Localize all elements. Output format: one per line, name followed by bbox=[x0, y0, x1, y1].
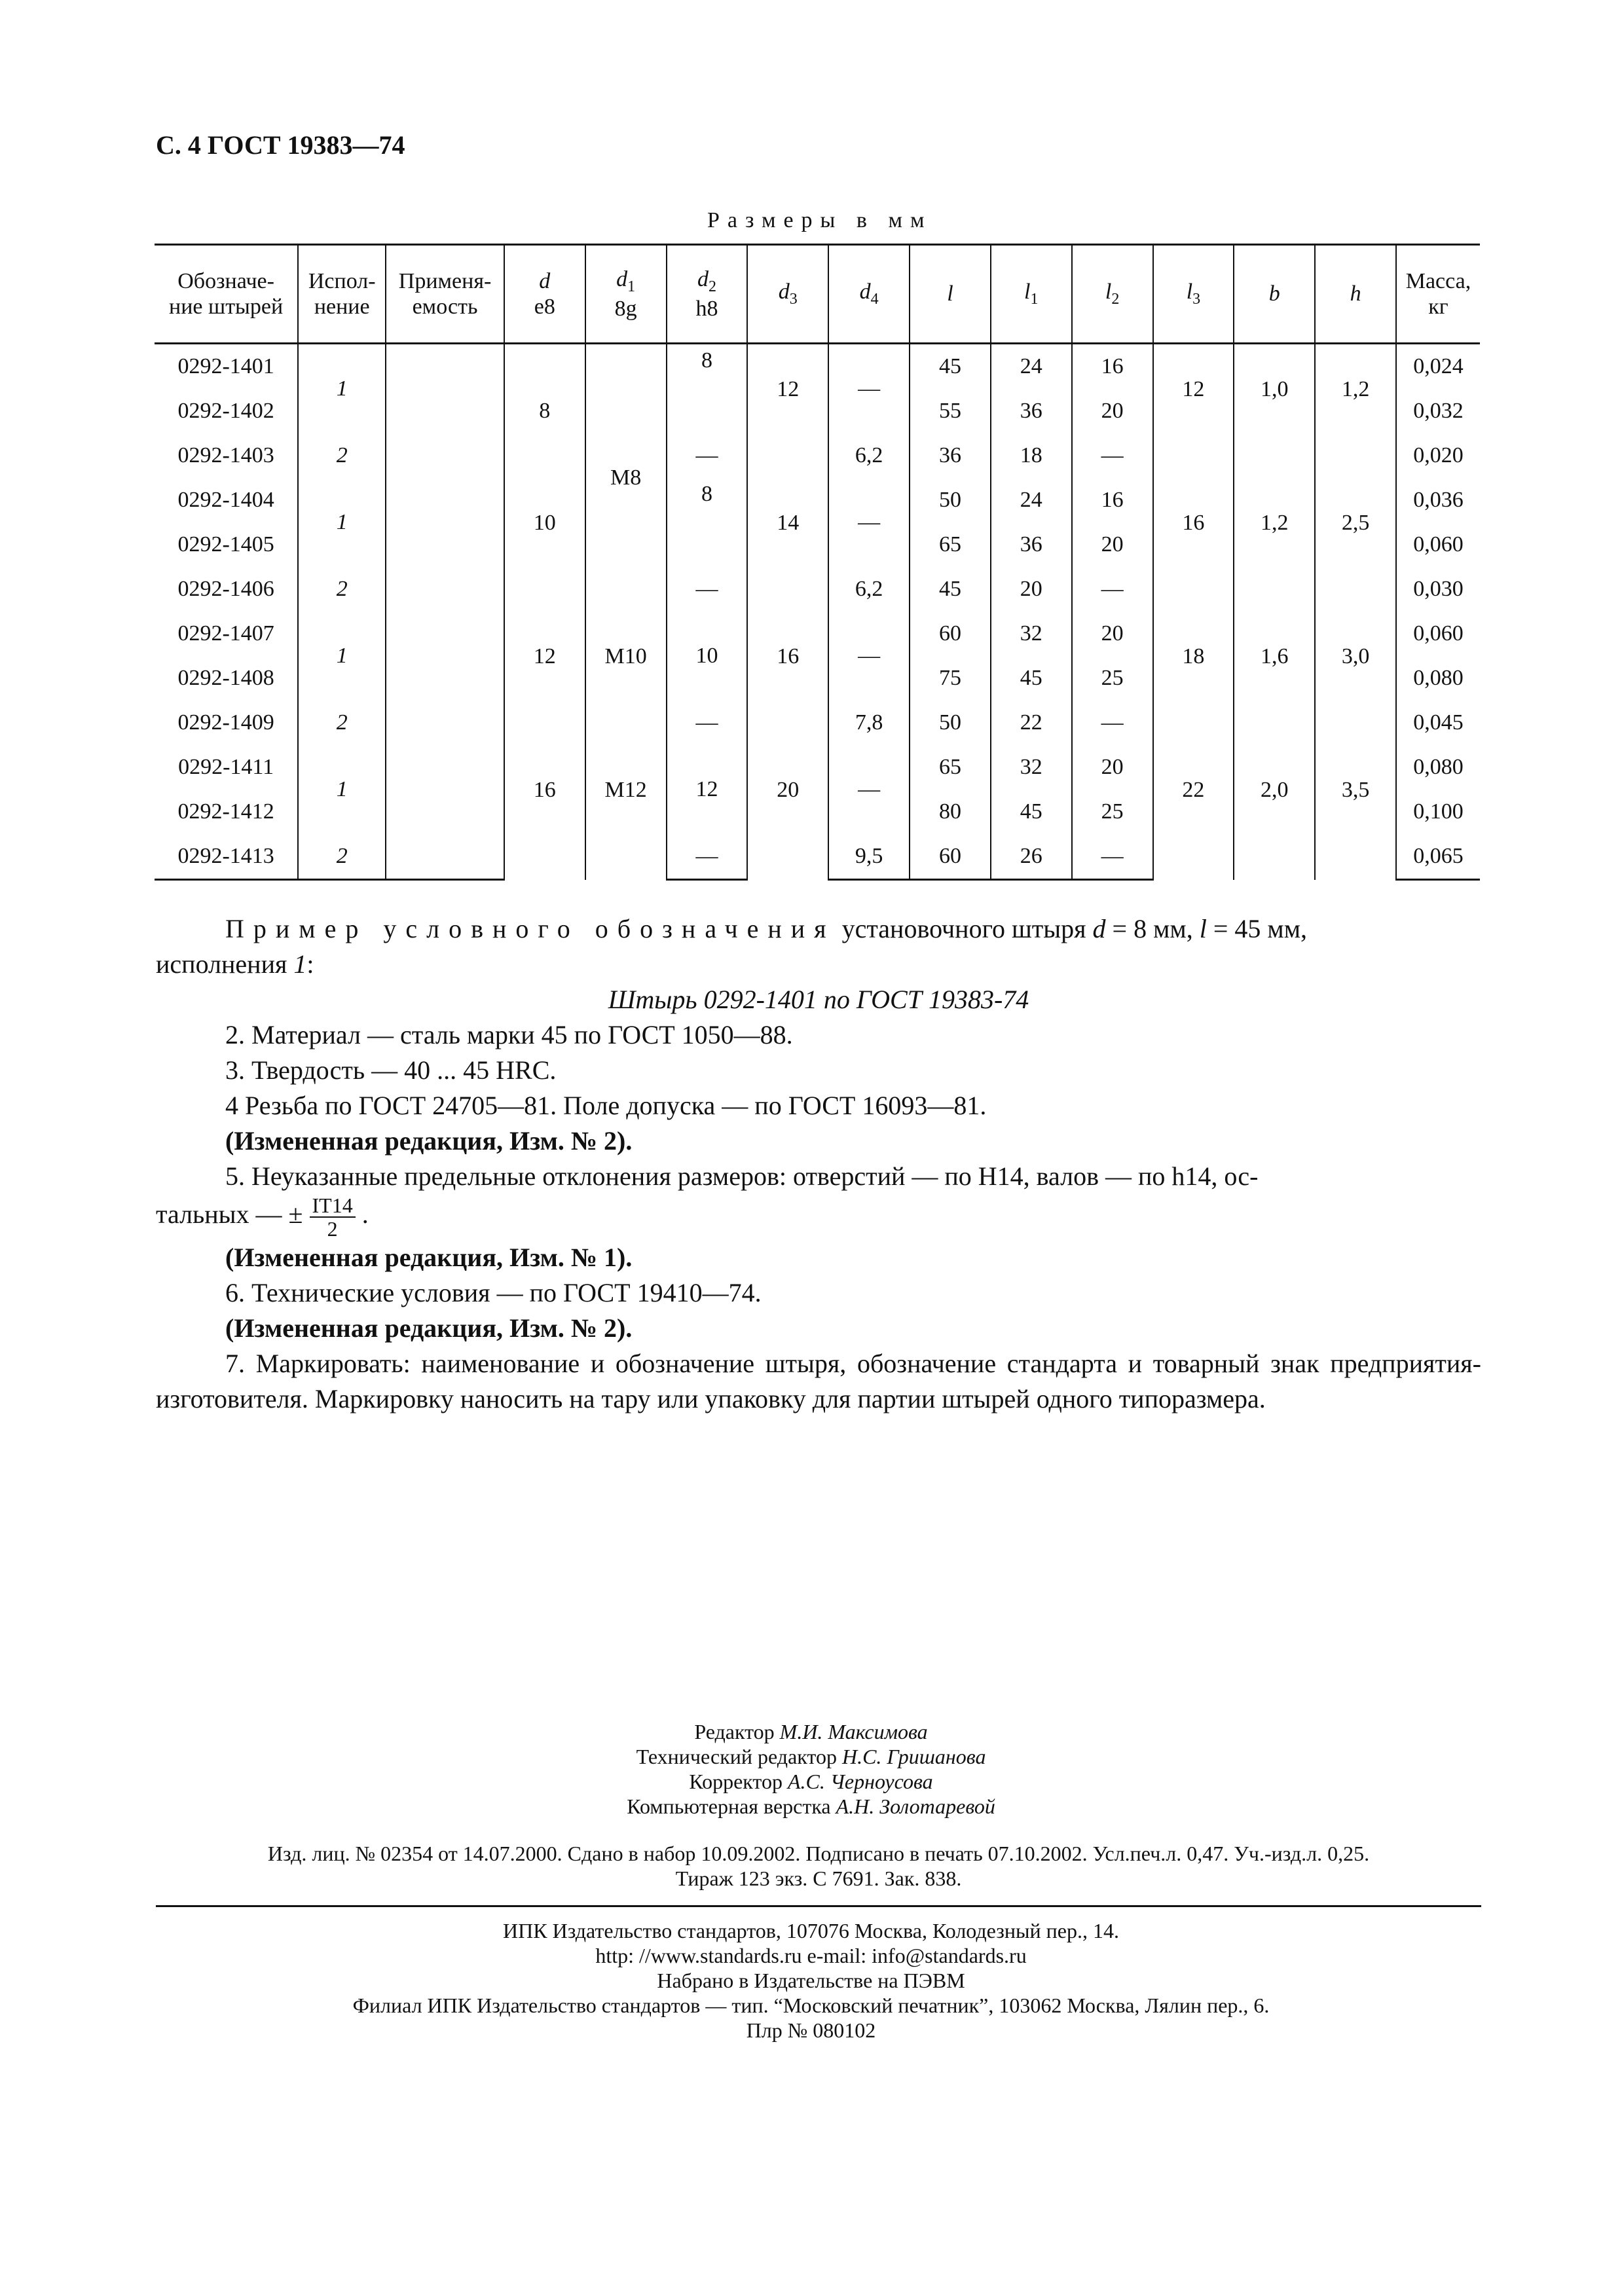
dimensions-table bbox=[155, 244, 1480, 881]
l1-cell: 45 bbox=[991, 656, 1072, 701]
exec-cell: 1 bbox=[298, 344, 386, 434]
d1-cell: M10 bbox=[585, 611, 667, 745]
code-cell: 0292-1401 bbox=[155, 344, 298, 390]
l1-cell: 45 bbox=[991, 790, 1072, 834]
col-d-header: d e8 bbox=[504, 245, 585, 344]
l2-cell: — bbox=[1072, 567, 1153, 611]
l-cell: 65 bbox=[910, 522, 991, 567]
l-cell: 65 bbox=[910, 745, 991, 790]
publisher-line: ИПК Издательство стандартов, 107076 Москва, Колодезный пер., 14. bbox=[503, 1919, 1119, 1942]
example-paragraph: Пример условного обозначения установочного штыря d = 8 мм, l = 45 мм, bbox=[225, 914, 1308, 943]
table-header-row bbox=[155, 245, 1480, 344]
d4-cell: 6,2 bbox=[828, 433, 910, 478]
d3-cell: 12 bbox=[747, 344, 828, 479]
col-h-header: h bbox=[1315, 245, 1396, 344]
l1-cell: 24 bbox=[991, 478, 1072, 522]
mass-cell: 0,045 bbox=[1396, 701, 1480, 745]
d3-cell: 20 bbox=[747, 745, 828, 880]
col-l-header: l bbox=[910, 245, 991, 344]
l-cell: 60 bbox=[910, 611, 991, 656]
d4-cell: 6,2 bbox=[828, 567, 910, 611]
code-cell: 0292-1405 bbox=[155, 522, 298, 567]
b-cell: 1,2 bbox=[1234, 478, 1315, 611]
l1-cell: 22 bbox=[991, 701, 1072, 745]
col-d1-header: $d_1$ 8g bbox=[585, 245, 667, 344]
item-2: 2. Материал — сталь марки 45 по ГОСТ 1050—88. bbox=[225, 1020, 793, 1049]
mass-cell: 0,030 bbox=[1396, 567, 1480, 611]
d2-cell: — bbox=[667, 567, 748, 611]
col-l3-header: $l_3$ bbox=[1153, 245, 1234, 344]
d1-cell: M8 bbox=[585, 344, 667, 612]
mass-cell: 0,065 bbox=[1396, 834, 1480, 880]
exec-cell: 1 bbox=[298, 745, 386, 834]
l2-cell: 16 bbox=[1072, 344, 1153, 390]
credit-tech-editor: Технический редактор Н.С. Гришанова bbox=[636, 1745, 986, 1768]
applic-cell bbox=[386, 745, 504, 790]
d4-cell: — bbox=[828, 344, 910, 434]
l-cell: 55 bbox=[910, 389, 991, 433]
col-d2-header: $d_2$ h8 bbox=[667, 245, 748, 344]
change-note: (Измененная редакция, Изм. № 2). bbox=[225, 1313, 633, 1343]
mass-cell: 0,080 bbox=[1396, 656, 1480, 701]
d2-cell: — bbox=[667, 701, 748, 745]
l-cell: 75 bbox=[910, 656, 991, 701]
h-cell: 3,5 bbox=[1315, 745, 1396, 880]
l2-cell: 20 bbox=[1072, 611, 1153, 656]
d2-cell: 8 bbox=[667, 344, 748, 434]
d-cell: 16 bbox=[504, 745, 585, 880]
d2-cell: 8 bbox=[667, 478, 748, 567]
publisher-info bbox=[0, 1918, 1622, 2043]
l2-cell: — bbox=[1072, 834, 1153, 880]
l-cell: 60 bbox=[910, 834, 991, 880]
l1-cell: 36 bbox=[991, 522, 1072, 567]
h-cell: 1,2 bbox=[1315, 344, 1396, 479]
l1-cell: 18 bbox=[991, 433, 1072, 478]
imprint bbox=[156, 1841, 1481, 1891]
d-cell: 8 bbox=[504, 344, 585, 479]
d4-cell: — bbox=[828, 745, 910, 834]
col-b-header: b bbox=[1234, 245, 1315, 344]
d2-cell: — bbox=[667, 433, 748, 478]
d2-cell: — bbox=[667, 834, 748, 880]
d2-cell: 12 bbox=[667, 745, 748, 834]
d4-cell: — bbox=[828, 478, 910, 567]
l1-cell: 32 bbox=[991, 745, 1072, 790]
body-text bbox=[156, 911, 1481, 1417]
l1-cell: 32 bbox=[991, 611, 1072, 656]
col-exec-header: Испол- нение bbox=[298, 245, 386, 344]
example-paragraph-cont: исполнения 1: bbox=[156, 949, 314, 979]
applic-cell bbox=[386, 701, 504, 745]
l-cell: 45 bbox=[910, 344, 991, 390]
l2-cell: — bbox=[1072, 433, 1153, 478]
code-cell: 0292-1403 bbox=[155, 433, 298, 478]
col-mass-header: Масса, кг bbox=[1396, 245, 1480, 344]
l1-cell: 26 bbox=[991, 834, 1072, 880]
l1-cell: 36 bbox=[991, 389, 1072, 433]
d3-cell: 16 bbox=[747, 611, 828, 745]
table-row bbox=[155, 745, 1480, 790]
designation-example: Штырь 0292-1401 по ГОСТ 19383-74 bbox=[608, 985, 1029, 1014]
mass-cell: 0,100 bbox=[1396, 790, 1480, 834]
exec-cell: 1 bbox=[298, 611, 386, 701]
exec-cell: 2 bbox=[298, 701, 386, 745]
l-cell: 50 bbox=[910, 478, 991, 522]
l2-cell: 20 bbox=[1072, 389, 1153, 433]
d3-cell: 14 bbox=[747, 478, 828, 611]
imprint-line: Тираж 123 экз. С 7691. Зак. 838. bbox=[675, 1867, 962, 1890]
mass-cell: 0,060 bbox=[1396, 611, 1480, 656]
credit-layout: Компьютерная верстка А.Н. Золотаревой bbox=[627, 1795, 995, 1818]
h-cell: 3,0 bbox=[1315, 611, 1396, 745]
table-row bbox=[155, 344, 1480, 390]
col-code-header: Обозначе- ние штырей bbox=[155, 245, 298, 344]
l2-cell: 25 bbox=[1072, 790, 1153, 834]
mass-cell: 0,080 bbox=[1396, 745, 1480, 790]
col-l2-header: $l_2$ bbox=[1072, 245, 1153, 344]
table-row bbox=[155, 611, 1480, 656]
publisher-line: Набрано в Издательстве на ПЭВМ bbox=[657, 1969, 965, 1992]
code-cell: 0292-1404 bbox=[155, 478, 298, 522]
divider bbox=[156, 1905, 1481, 1907]
mass-cell: 0,060 bbox=[1396, 522, 1480, 567]
item-3: 3. Твердость — 40 ... 45 HRC. bbox=[225, 1055, 557, 1085]
code-cell: 0292-1413 bbox=[155, 834, 298, 880]
credit-corrector: Корректор А.С. Черноусова bbox=[689, 1770, 933, 1793]
applic-cell bbox=[386, 656, 504, 701]
code-cell: 0292-1407 bbox=[155, 611, 298, 656]
exec-cell: 1 bbox=[298, 478, 386, 567]
exec-cell: 2 bbox=[298, 834, 386, 880]
l-cell: 80 bbox=[910, 790, 991, 834]
applic-cell bbox=[386, 611, 504, 656]
exec-cell: 2 bbox=[298, 567, 386, 611]
mass-cell: 0,036 bbox=[1396, 478, 1480, 522]
applic-cell bbox=[386, 433, 504, 478]
code-cell: 0292-1412 bbox=[155, 790, 298, 834]
l-cell: 36 bbox=[910, 433, 991, 478]
d4-cell: — bbox=[828, 611, 910, 701]
table-row bbox=[155, 478, 1480, 522]
l1-cell: 20 bbox=[991, 567, 1072, 611]
d-cell: 12 bbox=[504, 611, 585, 745]
publisher-line: Плр № 080102 bbox=[746, 2018, 876, 2042]
credits bbox=[0, 1719, 1622, 1819]
applic-cell bbox=[386, 389, 504, 433]
d2-cell: 10 bbox=[667, 611, 748, 701]
applic-cell bbox=[386, 834, 504, 880]
d4-cell: 9,5 bbox=[828, 834, 910, 880]
col-d4-header: $d_4$ bbox=[828, 245, 910, 344]
applic-cell bbox=[386, 567, 504, 611]
code-cell: 0292-1411 bbox=[155, 745, 298, 790]
tolerance-fraction: $\frac{IT14}{2}$ bbox=[310, 1194, 356, 1240]
b-cell: 2,0 bbox=[1234, 745, 1315, 880]
item-5: 5. Неуказанные предельные отклонения размеров: отверстий — по H14, валов — по h14, ос- bbox=[225, 1161, 1259, 1191]
col-l1-header: $l_1$ bbox=[991, 245, 1072, 344]
applic-cell bbox=[386, 344, 504, 390]
page-header: С. 4 ГОСТ 19383—74 bbox=[156, 130, 405, 160]
b-cell: 1,0 bbox=[1234, 344, 1315, 479]
applic-cell bbox=[386, 478, 504, 522]
mass-cell: 0,024 bbox=[1396, 344, 1480, 390]
mass-cell: 0,032 bbox=[1396, 389, 1480, 433]
mass-cell: 0,020 bbox=[1396, 433, 1480, 478]
col-applic-header: Применя- емость bbox=[386, 245, 504, 344]
l3-cell: 12 bbox=[1153, 344, 1234, 479]
publisher-line: Филиал ИПК Издательство стандартов — тип. “Московский печатник”, 103062 Москва, Лялин пер., 6. bbox=[352, 1994, 1270, 2017]
change-note: (Измененная редакция, Изм. № 2). bbox=[225, 1126, 633, 1156]
l2-cell: 25 bbox=[1072, 656, 1153, 701]
l-cell: 45 bbox=[910, 567, 991, 611]
l2-cell: — bbox=[1072, 701, 1153, 745]
exec-cell: 2 bbox=[298, 433, 386, 478]
l2-cell: 20 bbox=[1072, 745, 1153, 790]
l3-cell: 16 bbox=[1153, 478, 1234, 611]
l2-cell: 16 bbox=[1072, 478, 1153, 522]
l1-cell: 24 bbox=[991, 344, 1072, 390]
l3-cell: 18 bbox=[1153, 611, 1234, 745]
d1-cell: M12 bbox=[585, 745, 667, 880]
change-note: (Измененная редакция, Изм. № 1). bbox=[225, 1243, 633, 1272]
h-cell: 2,5 bbox=[1315, 478, 1396, 611]
code-cell: 0292-1406 bbox=[155, 567, 298, 611]
l2-cell: 20 bbox=[1072, 522, 1153, 567]
b-cell: 1,6 bbox=[1234, 611, 1315, 745]
item-7: 7. Маркировать: наименование и обозначение штыря, обозначение стандарта и товарный знак предприятия-изготовителя. Маркировку наносить на тару или упаковку для партии штырей одного типоразмера. bbox=[156, 1349, 1481, 1413]
applic-cell bbox=[386, 522, 504, 567]
l-cell: 50 bbox=[910, 701, 991, 745]
item-5-cont: тальных — ± $\frac{IT14}{2}$ . bbox=[156, 1194, 369, 1241]
d4-cell: 7,8 bbox=[828, 701, 910, 745]
applic-cell bbox=[386, 790, 504, 834]
imprint-line: Изд. лиц. № 02354 от 14.07.2000. Сдано в набор 10.09.2002. Подписано в печать 07.10.2002. Усл.печ.л. 0,47. Уч.-изд.л. 0,25. bbox=[267, 1842, 1370, 1865]
code-cell: 0292-1408 bbox=[155, 656, 298, 701]
item-4: 4 Резьба по ГОСТ 24705—81. Поле допуска — по ГОСТ 16093—81. bbox=[225, 1091, 987, 1120]
sizes-caption: Размеры в мм bbox=[707, 208, 932, 232]
publisher-line: http: //www.standards.ru e-mail: info@standards.ru bbox=[595, 1944, 1027, 1967]
d-cell: 10 bbox=[504, 478, 585, 611]
item-6: 6. Технические условия — по ГОСТ 19410—74. bbox=[225, 1278, 762, 1307]
col-d3-header: $d_3$ bbox=[747, 245, 828, 344]
code-cell: 0292-1409 bbox=[155, 701, 298, 745]
l3-cell: 22 bbox=[1153, 745, 1234, 880]
credit-editor: Редактор М.И. Максимова bbox=[694, 1720, 928, 1743]
code-cell: 0292-1402 bbox=[155, 389, 298, 433]
